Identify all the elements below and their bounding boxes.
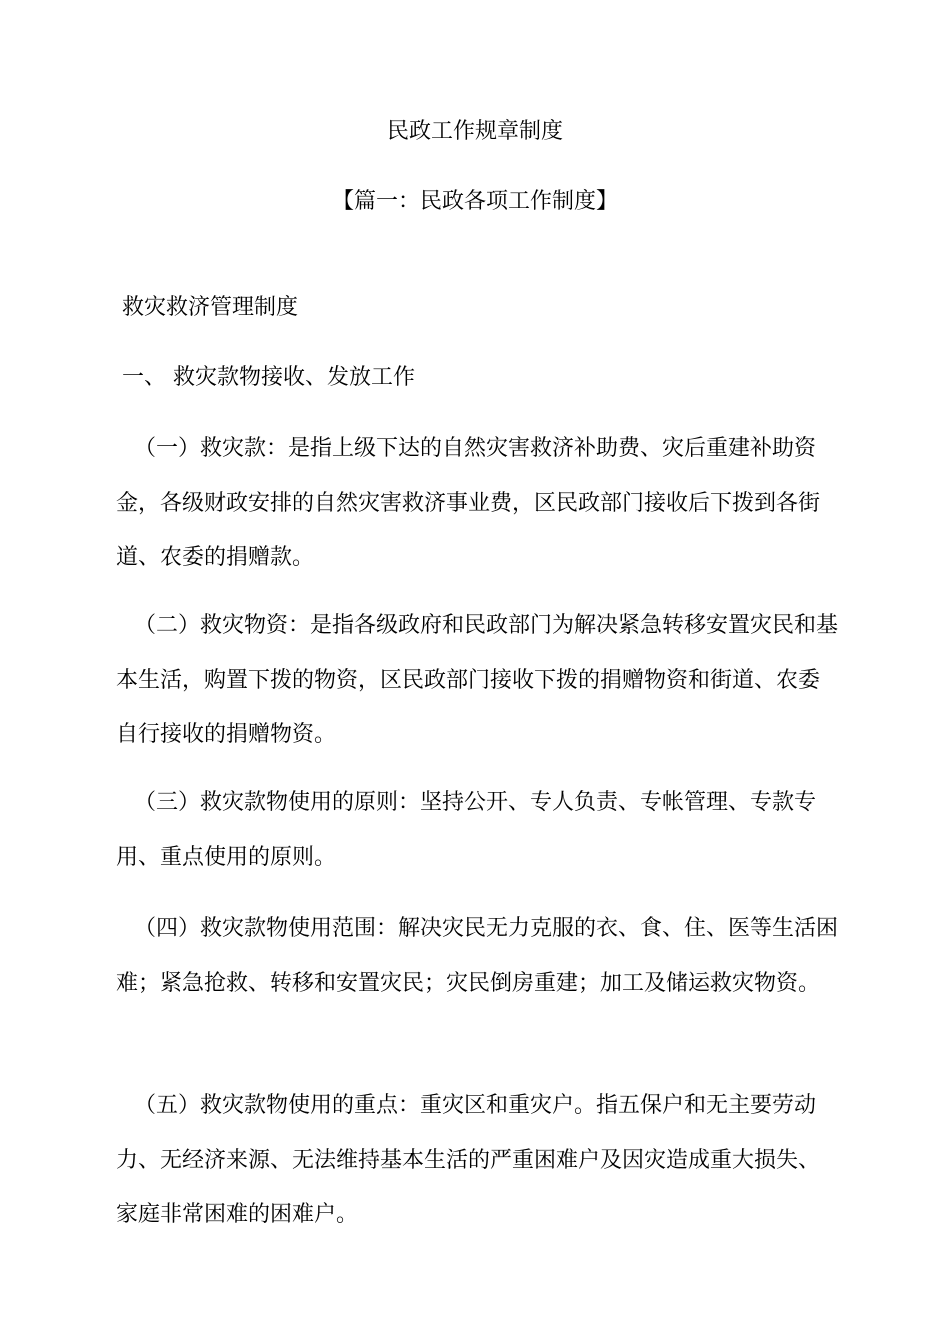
system-heading: 救灾救济管理制度 <box>122 295 299 320</box>
document-subtitle: 【篇一：民政各项工作制度】 <box>331 189 618 214</box>
document-title: 民政工作规章制度 <box>386 119 563 144</box>
paragraph-relief-supplies: （二）救灾物资：是指各级政府和民政部门为解决紧急转移安置灾民和基本生活，购置下拨的物资，区民政部门接收下拨的捐赠物资和街道、农委自行接收的捐赠物资。 <box>116 613 839 747</box>
section-heading: 一、 救灾款物接收、发放工作 <box>122 365 415 390</box>
paragraph-usage-principles: （三）救灾款物使用的原则：坚持公开、专人负责、专帐管理、专款专用、重点使用的原则。 <box>116 790 817 870</box>
paragraph-usage-scope: （四）救灾款物使用范围：解决灾民无力克服的衣、食、住、医等生活困难；紧急抢救、转移和安置灾民；灾民倒房重建；加工及储运救灾物资。 <box>116 916 839 996</box>
paragraph-usage-focus: （五）救灾款物使用的重点：重灾区和重灾户。指五保户和无主要劳动力、无经济来源、无法维持基本生活的严重困难户及因灾造成重大损失、家庭非常困难的困难户。 <box>116 1093 821 1227</box>
paragraph-relief-funds: （一）救灾款：是指上级下达的自然灾害救济补助费、灾后重建补助资金，各级财政安排的自然灾害救济事业费，区民政部门接收后下拨到各街道、农委的捐赠款。 <box>116 436 821 570</box>
